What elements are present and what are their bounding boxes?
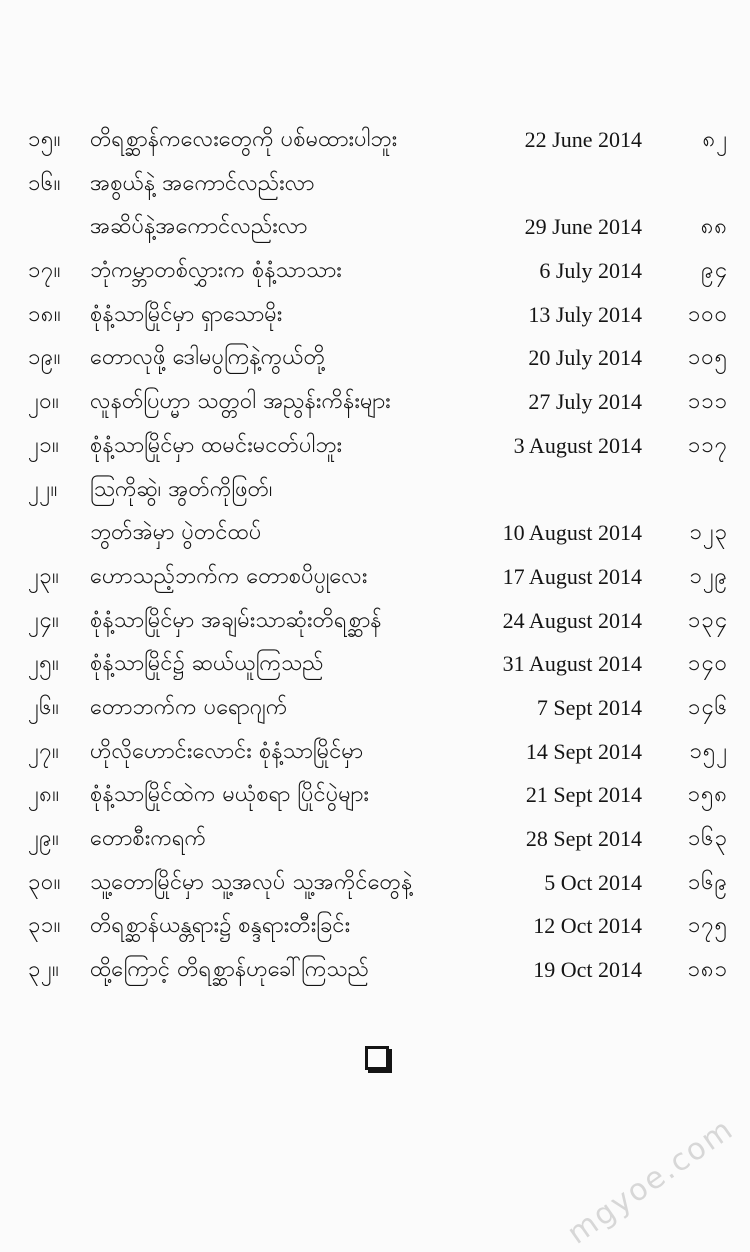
chapter-page: ၁၅၂ xyxy=(689,738,728,764)
chapter-number: ၃၁။ xyxy=(28,913,61,939)
toc-row xyxy=(28,380,728,424)
chapter-page: ၁၀၀ xyxy=(687,301,728,327)
chapter-title: ဘွတ်အဲမှာ ပွဲတင်ထပ် xyxy=(90,520,262,546)
chapter-date: 14 Sept 2014 xyxy=(525,738,642,764)
chapter-page: ၁၈၁ xyxy=(687,957,728,983)
chapter-number: ၃၀။ xyxy=(28,869,61,895)
toc-row xyxy=(28,118,728,162)
chapter-page: ၁၁၁ xyxy=(687,389,728,415)
chapter-title: စုံနံ့သာမြိုင်မှာ ရှာသောမိုး xyxy=(90,301,283,327)
chapter-page: ၁၀၅ xyxy=(687,345,728,371)
chapter-title: လူနတ်ပြဟ္မာ သတ္တဝါ အညွန်းကိန်းများ xyxy=(90,389,391,415)
chapter-number: ၁၇။ xyxy=(28,258,61,284)
chapter-title: ဟိုလိုဟောင်းလောင်း စုံနံ့သာမြိုင်မှာ xyxy=(90,738,364,764)
toc-row xyxy=(28,162,728,206)
chapter-title: အစွယ်နဲ့ အကောင်လည်းလာ xyxy=(90,170,315,196)
chapter-title: စုံနံ့သာမြိုင်ထဲက မယုံစရာ ပြိုင်ပွဲများ xyxy=(90,782,369,808)
chapter-page: ၁၅၈ xyxy=(687,782,728,808)
toc-row xyxy=(28,511,728,555)
chapter-date: 27 July 2014 xyxy=(528,389,642,415)
chapter-page: ၁၇၅ xyxy=(687,913,728,939)
chapter-title: ဩကိုဆွဲ၊ အွတ်ကိုဖြတ်၊ xyxy=(90,476,273,502)
chapter-number: ၂၇။ xyxy=(28,738,60,764)
chapter-date: 19 Oct 2014 xyxy=(533,957,642,983)
toc-row xyxy=(28,205,728,249)
chapter-date: 22 June 2014 xyxy=(524,127,642,152)
chapter-number: ၂၅။ xyxy=(28,651,60,677)
chapter-title: စုံနံ့သာမြိုင်မှာ အချမ်းသာဆုံးတိရစ္ဆာန် xyxy=(90,607,382,633)
toc-row xyxy=(28,424,728,468)
chapter-date: 17 August 2014 xyxy=(502,563,642,589)
toc-row xyxy=(28,730,728,774)
chapter-title: တိရစ္ဆာန်ယန္တရား၌ စန္ဒရားတီးခြင်း xyxy=(90,913,351,939)
toc-row xyxy=(28,861,728,905)
watermark: mgyoe.com xyxy=(560,1111,740,1252)
toc-row xyxy=(28,555,728,599)
chapter-number: ၂၉။ xyxy=(28,826,60,851)
chapter-number: ၂၆။ xyxy=(28,694,60,720)
chapter-title: စုံနံ့သာမြိုင်၌ ဆယ်ယူကြသည် xyxy=(90,651,324,677)
toc-row xyxy=(28,817,728,861)
toc-row xyxy=(28,904,728,948)
chapter-page: ၈၂ xyxy=(702,127,728,152)
toc-row xyxy=(28,599,728,643)
chapter-page: ၁၆၉ xyxy=(687,869,728,895)
toc-row xyxy=(28,773,728,817)
chapter-title: သူ့တောမြိုင်မှာ သူ့အလုပ် သူ့အကိုင်တွေနဲ့ xyxy=(90,869,413,895)
toc-row xyxy=(28,293,728,337)
toc-row xyxy=(28,336,728,380)
chapter-date: 29 June 2014 xyxy=(524,214,642,240)
chapter-number: ၂၄။ xyxy=(28,607,60,633)
chapter-number: ၁၉။ xyxy=(28,345,61,371)
chapter-number: ၁၆။ xyxy=(28,170,61,196)
toc-row xyxy=(28,468,728,512)
chapter-page: ၉၄ xyxy=(701,258,728,284)
chapter-number: ၃၂။ xyxy=(28,957,60,983)
chapter-date: 3 August 2014 xyxy=(513,432,642,458)
chapter-date: 12 Oct 2014 xyxy=(533,913,642,939)
chapter-title: တောလုဖို့ ဒေါမပွကြနဲ့ကွယ်တို့ xyxy=(90,345,325,371)
chapter-title: အဆိပ်နဲ့အကောင်လည်းလာ xyxy=(90,214,308,240)
chapter-page: ၁၆၃ xyxy=(687,826,728,851)
chapter-date: 6 July 2014 xyxy=(539,258,642,284)
chapter-page: ၁၁၇ xyxy=(687,432,728,458)
toc-row xyxy=(28,686,728,730)
end-mark-icon xyxy=(365,1046,389,1070)
chapter-number: ၂၂။ xyxy=(28,476,58,502)
chapter-title: ဟောသည့်ဘက်က တောစပိပ္ပုလေး xyxy=(90,563,368,589)
toc-row xyxy=(28,249,728,293)
chapter-page: ၁၂၃ xyxy=(689,520,728,546)
chapter-title: ဘုံကမ္ဘာတစ်လွှားက စုံနံ့သာသား xyxy=(90,258,342,284)
chapter-page: ၁၄၆ xyxy=(687,694,728,720)
chapter-page: ၁၃၄ xyxy=(687,607,728,633)
toc-row xyxy=(28,642,728,686)
chapter-number: ၂၃။ xyxy=(28,563,60,589)
chapter-number: ၁၈။ xyxy=(28,301,62,327)
table-of-contents xyxy=(28,118,728,992)
chapter-page: ၁၂၉ xyxy=(689,563,728,589)
chapter-page: ၁၄၀ xyxy=(687,651,728,677)
chapter-date: 28 Sept 2014 xyxy=(525,826,642,851)
chapter-number: ၂၁။ xyxy=(28,432,60,458)
toc-row xyxy=(28,948,728,992)
chapter-title: တောဘက်က ပရောဂျက် xyxy=(90,694,288,720)
chapter-title: တိရစ္ဆာန်ကလေးတွေကို ပစ်မထားပါဘူး xyxy=(90,127,398,152)
chapter-date: 20 July 2014 xyxy=(528,345,642,371)
chapter-date: 21 Sept 2014 xyxy=(525,782,642,808)
chapter-number: ၂၈။ xyxy=(28,782,60,808)
chapter-date: 10 August 2014 xyxy=(502,520,642,546)
chapter-title: တောစီးကရက် xyxy=(90,826,207,851)
chapter-page: ၈၈ xyxy=(700,214,728,240)
chapter-date: 5 Oct 2014 xyxy=(544,869,642,895)
chapter-title: စုံနံ့သာမြိုင်မှာ ထမင်းမငတ်ပါဘူး xyxy=(90,432,343,458)
chapter-date: 13 July 2014 xyxy=(528,301,642,327)
chapter-date: 31 August 2014 xyxy=(502,651,642,677)
chapter-number: ၁၅။ xyxy=(28,127,61,152)
chapter-date: 24 August 2014 xyxy=(502,607,642,633)
chapter-title: ထို့ကြောင့် တိရစ္ဆာန်ဟုခေါ်ကြသည် xyxy=(90,957,369,983)
chapter-number: ၂၀။ xyxy=(28,389,60,415)
chapter-date: 7 Sept 2014 xyxy=(536,694,642,720)
